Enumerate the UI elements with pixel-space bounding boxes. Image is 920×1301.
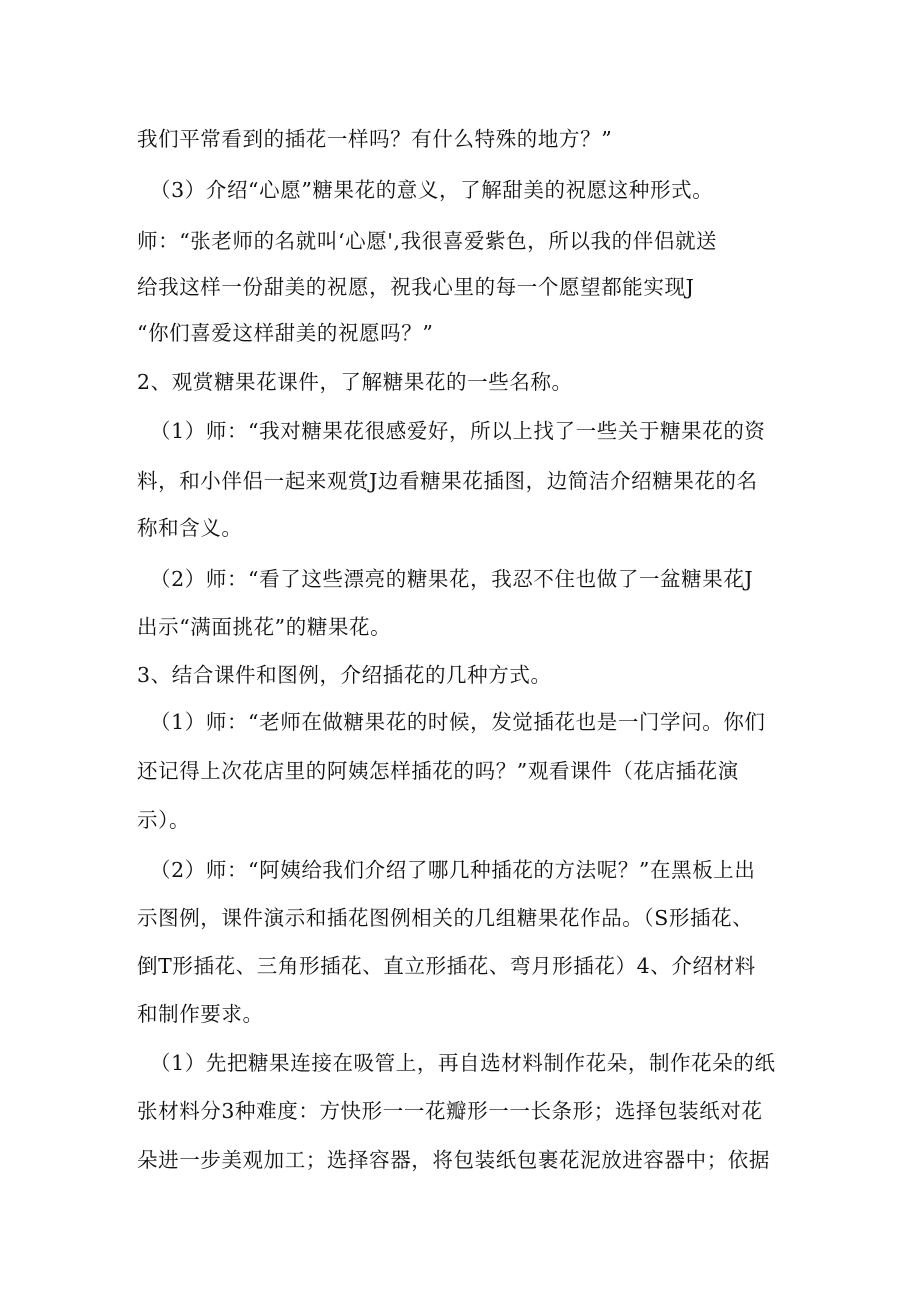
text-line: （2）师：“看了这些漂亮的糖果花，我忍不住也做了一盆糖果花J (150, 567, 754, 591)
text-line: 还记得上次花店里的阿姨怎样插花的吗？”观看课件（花店插花演 (137, 759, 739, 783)
text-line: 我们平常看到的插花一样吗？有什么特殊的地方？” (137, 127, 613, 151)
text-line: 料，和小伴侣一起来观赏J边看糖果花插图，边简洁介绍糖果花的名 (137, 469, 758, 493)
text-line: “你们喜爱这样甜美的祝愿吗？” (137, 321, 434, 345)
text-line: 师：“张老师的名就叫‘心愿',我很喜爱紫色，所以我的伴侣就送 (137, 229, 718, 253)
text-line: （2）师：“阿姨给我们介绍了哪几种插花的方法呢？”在黑板上出 (150, 858, 756, 882)
text-line: （1）师：“我对糖果花很感爱好，所以上找了一些关于糖果花的资 (150, 419, 766, 443)
text-line: 和制作要求。 (137, 1002, 264, 1026)
text-line: 称和含义。 (137, 516, 243, 540)
text-line: 张材料分3种难度：方快形一一花瓣形一一长条形；选择包装纸对花 (137, 1099, 763, 1123)
text-line: 朵进一步美观加工；选择容器，将包装纸包裹花泥放进容器中；依据 (137, 1148, 770, 1172)
text-line: 示图例，课件演示和插花图例相关的几组糖果花作品。（S形插花、 (137, 906, 754, 930)
text-line: （3）介绍“心愿”糖果花的意义，了解甜美的祝愿这种形式。 (150, 178, 714, 202)
text-line: 倒T形插花、三角形插花、直立形插花、弯月形插花）4、介绍材料 (137, 954, 756, 978)
text-line: （1）师：“老师在做糖果花的时候，发觉插花也是一门学问。你们 (150, 710, 766, 734)
text-line: 3、结合课件和图例，介绍插花的几种方式。 (137, 663, 552, 687)
text-line: 示）。 (137, 808, 191, 832)
text-line: 给我这样一份甜美的祝愿，祝我心里的每一个愿望都能实现J (137, 275, 695, 299)
text-line: 出示“满面挑花”的糖果花。 (137, 615, 392, 639)
text-line: 2、观赏糖果花课件，了解糖果花的一些名称。 (137, 370, 573, 394)
text-line: （1）先把糖果连接在吸管上，再自选材料制作花朵，制作花朵的纸 (150, 1051, 776, 1075)
